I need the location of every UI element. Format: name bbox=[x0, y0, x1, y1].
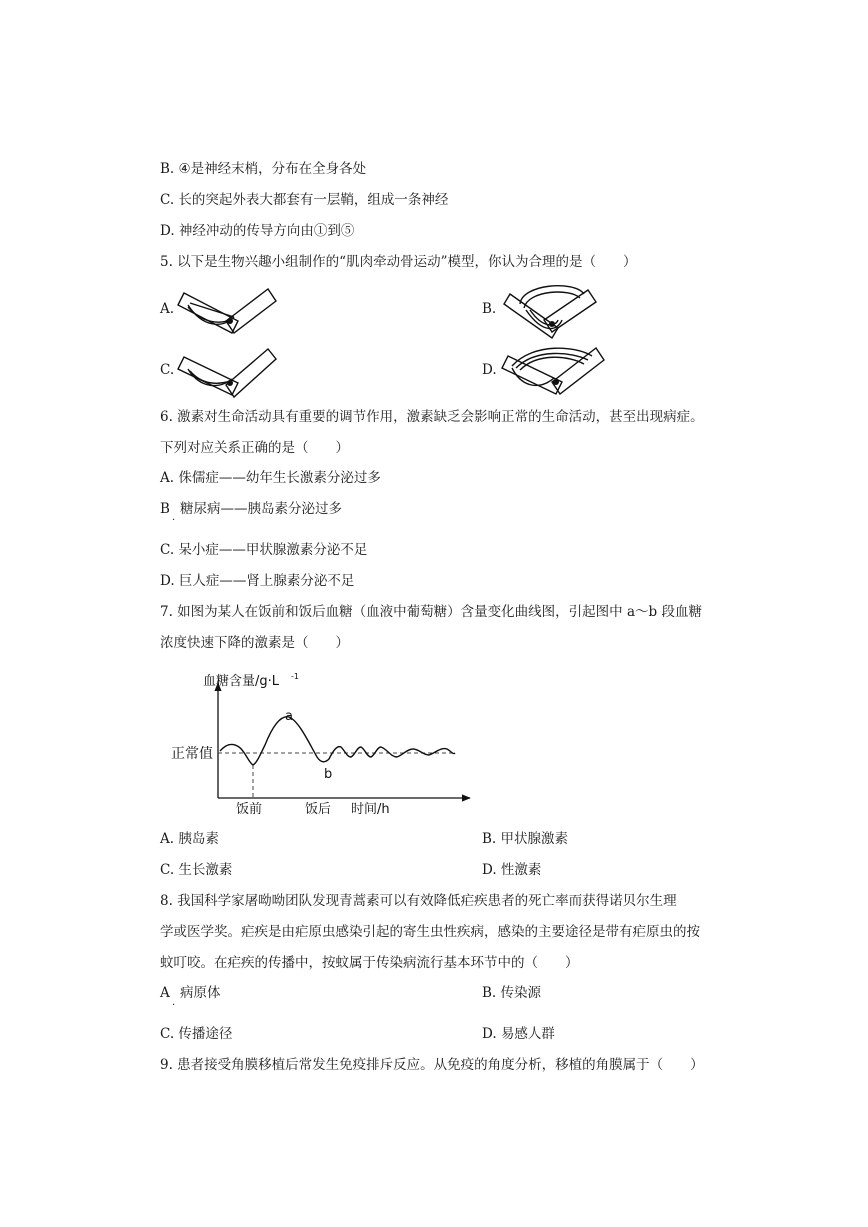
q7-option-c: C. 生长激素 bbox=[160, 862, 233, 878]
q5-option-d-model-figure bbox=[500, 342, 608, 402]
q7-option-a: A. 胰岛素 bbox=[160, 831, 219, 847]
q8-option-d: D. 易感人群 bbox=[482, 1026, 555, 1042]
q8-stem-line-1: 8. 我国科学家屠呦呦团队发现青蒿素可以有效降低疟疾患者的死亡率而获得诺贝尔生理 bbox=[160, 893, 677, 909]
q6-option-b-letter: B bbox=[160, 501, 170, 517]
x-tick-after-meal: 饭后 bbox=[305, 802, 332, 817]
q7-option-d: D. 性激素 bbox=[482, 862, 542, 878]
q8-option-a-text: 病原体 bbox=[180, 985, 221, 1001]
q5-option-a-label: A. bbox=[160, 301, 175, 317]
q4-option-d: D. 神经冲动的传导方向由①到⑤ bbox=[160, 223, 355, 239]
q7-stem-line-1: 7. 如图为某人在饭前和饭后血糖（血液中葡萄糖）含量变化曲线图，引起图中 a～b 段血糖 bbox=[160, 604, 702, 620]
point-a-label: a bbox=[285, 709, 293, 724]
q7-stem-line-2: 浓度快速下降的激素是（ ） bbox=[160, 635, 349, 651]
q6-option-c: C. 呆小症——甲状腺激素分泌不足 bbox=[160, 542, 368, 558]
normal-value-label: 正常值 bbox=[171, 746, 213, 762]
q6-stem-line-1: 6. 激素对生命活动具有重要的调节作用，激素缺乏会影响正常的生命活动，甚至出现病症。 bbox=[160, 409, 704, 425]
stray-dot-mark: · bbox=[172, 515, 176, 526]
q4-option-c: C. 长的突起外表大都套有一层鞘，组成一条神经 bbox=[160, 192, 449, 208]
q5-option-b-label: B. bbox=[482, 301, 497, 317]
q7-option-b: B. 甲状腺激素 bbox=[482, 831, 569, 847]
q6-option-d: D. 巨人症——肾上腺素分泌不足 bbox=[160, 573, 355, 589]
q6-option-b-text: 糖尿病——胰岛素分泌过多 bbox=[180, 501, 342, 517]
q6-stem-line-2: 下列对应关系正确的是（ ） bbox=[160, 440, 349, 456]
y-axis-label: 血糖含量/g·L bbox=[203, 674, 280, 689]
x-tick-before-meal: 饭前 bbox=[236, 802, 263, 817]
q5-option-c-label: C. bbox=[160, 362, 175, 378]
q8-stem-line-3: 蚊叮咬。在疟疾的传播中，按蚊属于传染病流行基本环节中的（ ） bbox=[160, 955, 579, 971]
y-axis-label-superscript: -1 bbox=[291, 672, 299, 681]
q5-option-d-label: D. bbox=[482, 362, 497, 378]
q8-option-c: C. 传播途径 bbox=[160, 1026, 233, 1042]
point-b-label: b bbox=[324, 767, 333, 782]
q8-option-a-letter: A bbox=[160, 985, 170, 1001]
q8-option-b: B. 传染源 bbox=[482, 985, 542, 1001]
blood-sugar-curve bbox=[220, 717, 455, 765]
q5-stem: 5. 以下是生物兴趣小组制作的“肌肉牵动骨运动”模型，你认为合理的是（ ） bbox=[160, 254, 637, 270]
q6-option-a: A. 侏儒症——幼年生长激素分泌过多 bbox=[160, 470, 381, 486]
x-axis-label: 时间/h bbox=[351, 802, 390, 817]
q4-option-b: B. ④是神经末梢，分布在全身各处 bbox=[160, 161, 367, 177]
q8-stem-line-2: 学或医学奖。疟疾是由疟原虫感染引起的寄生虫性疾病，感染的主要途径是带有疟原虫的按 bbox=[160, 924, 700, 940]
q5-option-a-model-figure bbox=[176, 283, 280, 339]
q5-option-b-model-figure bbox=[500, 280, 600, 342]
q9-stem: 9. 患者接受角膜移植后常发生免疫排斥反应。从免疫的角度分析，移植的角膜属于（ ） bbox=[160, 1057, 704, 1073]
q5-option-c-model-figure bbox=[176, 345, 280, 401]
blood-sugar-chart bbox=[165, 665, 485, 825]
stray-dot-mark: · bbox=[172, 1000, 176, 1011]
